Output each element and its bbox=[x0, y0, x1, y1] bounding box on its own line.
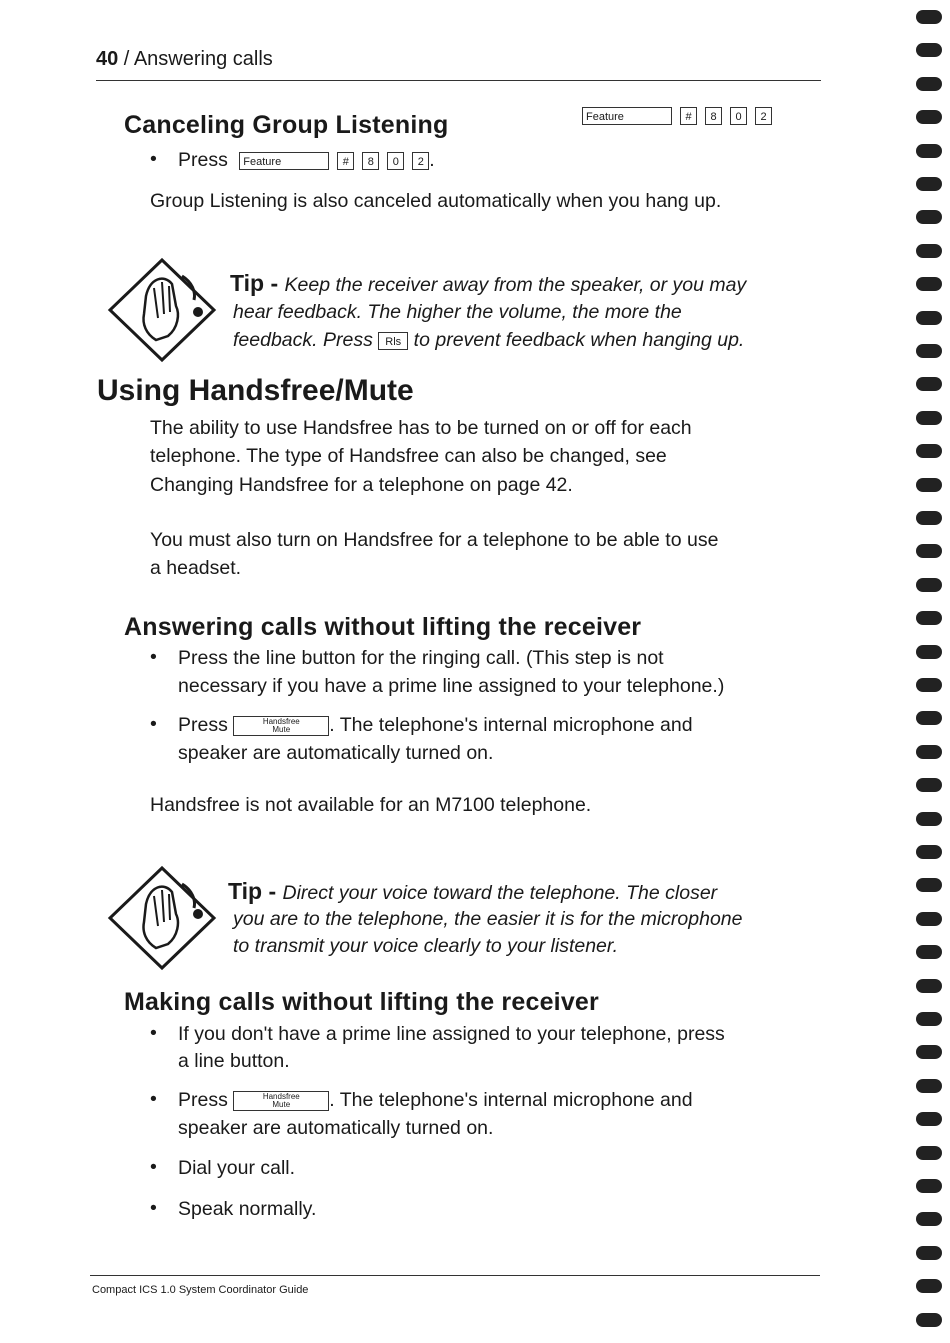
bullet: • bbox=[150, 148, 157, 170]
binding-ring bbox=[916, 878, 942, 892]
binding-ring bbox=[916, 678, 942, 692]
bullet: • bbox=[150, 1022, 157, 1044]
binding-ring bbox=[916, 711, 942, 725]
making-b2-after: . The telephone's internal microphone and bbox=[329, 1089, 693, 1111]
handsfree-para2-l1: You must also turn on Handsfree for a telephone to be able to use bbox=[150, 529, 719, 551]
handsfree-key-top: Handsfree bbox=[262, 1091, 300, 1101]
bullet: • bbox=[150, 1088, 157, 1110]
handsfree-key-bottom: Mute bbox=[272, 724, 291, 734]
making-b4: Speak normally. bbox=[178, 1198, 317, 1220]
binding-ring bbox=[916, 144, 942, 158]
binding-ring bbox=[916, 1045, 942, 1059]
press-label: Press bbox=[178, 149, 228, 171]
footer-text: Compact ICS 1.0 System Coordinator Guide bbox=[92, 1284, 309, 1296]
section-title-handsfree: Using Handsfree/Mute bbox=[97, 374, 414, 407]
binding-ring bbox=[916, 645, 942, 659]
binding-ring bbox=[916, 979, 942, 993]
handsfree-para1-l1: The ability to use Handsfree has to be turned on or off for each bbox=[150, 417, 692, 439]
binding-ring bbox=[916, 1246, 942, 1260]
press-label: Press bbox=[178, 1089, 228, 1111]
binding-ring bbox=[916, 377, 942, 391]
press-label: Press bbox=[178, 714, 228, 736]
key-feature: Feature bbox=[239, 152, 329, 170]
cancel-press-line bbox=[178, 146, 435, 174]
key-rls: Rls bbox=[378, 332, 408, 350]
binding-ring bbox=[916, 1112, 942, 1126]
binding-ring bbox=[916, 1212, 942, 1226]
binding-ring bbox=[916, 544, 942, 558]
binding-ring bbox=[916, 945, 942, 959]
binding-ring bbox=[916, 845, 942, 859]
section-title-making: Making calls without lifting the receiver bbox=[124, 988, 599, 1016]
binding-ring bbox=[916, 611, 942, 625]
key-8: 8 bbox=[362, 152, 379, 170]
header-rule bbox=[96, 80, 821, 81]
section-title-answering: Answering calls without lifting the receiver bbox=[124, 613, 642, 641]
handsfree-mute-key bbox=[233, 1091, 329, 1111]
binding-ring bbox=[916, 10, 942, 24]
answering-note: Handsfree is not available for an M7100 telephone. bbox=[150, 794, 592, 816]
answering-b2-after: . The telephone's internal microphone and bbox=[329, 714, 693, 736]
tip-2-line2: you are to the telephone, the easier it is for the microphone bbox=[233, 908, 743, 930]
binding-ring bbox=[916, 244, 942, 258]
tip-2-line1: Direct your voice toward the telephone. The closer bbox=[282, 882, 718, 904]
tip-1-line3-start: feedback. Press bbox=[233, 329, 373, 351]
hand-tip-icon bbox=[106, 864, 218, 972]
key-feature: Feature bbox=[582, 107, 672, 125]
tip-1-line3 bbox=[233, 326, 744, 354]
key-2: 2 bbox=[755, 107, 772, 125]
header-section: / Answering calls bbox=[118, 48, 273, 70]
handsfree-para2-l2: a headset. bbox=[150, 557, 242, 579]
handsfree-mute-key bbox=[233, 716, 329, 736]
binding-ring bbox=[916, 311, 942, 325]
page-number: 40 bbox=[96, 48, 119, 70]
tip-2 bbox=[228, 877, 717, 907]
handsfree-para1-l2: telephone. The type of Handsfree can also be changed, see bbox=[150, 445, 667, 467]
handsfree-para1-l3: Changing Handsfree for a telephone on page 42. bbox=[150, 474, 573, 496]
tip-2-line3: to transmit your voice clearly to your listener. bbox=[233, 935, 619, 957]
tip-1-line1: Keep the receiver away from the speaker, or you may bbox=[284, 274, 747, 296]
tip-title: Tip - bbox=[230, 270, 285, 296]
spiral-binding bbox=[910, 0, 950, 1343]
binding-ring bbox=[916, 1179, 942, 1193]
handsfree-key-bottom: Mute bbox=[272, 1099, 291, 1109]
tip-1-line3-end: to prevent feedback when hanging up. bbox=[413, 329, 745, 351]
bullet: • bbox=[150, 1156, 157, 1178]
binding-ring bbox=[916, 912, 942, 926]
binding-ring bbox=[916, 77, 942, 91]
key-0: 0 bbox=[730, 107, 747, 125]
answering-b1-l2: necessary if you have a prime line assigned to your telephone.) bbox=[178, 675, 725, 697]
tip-1-line2: hear feedback. The higher the volume, the more the bbox=[233, 301, 682, 323]
answering-b2-l1 bbox=[178, 711, 693, 739]
key-2: 2 bbox=[412, 152, 429, 170]
making-b2-l2: speaker are automatically turned on. bbox=[178, 1117, 494, 1139]
binding-ring bbox=[916, 43, 942, 57]
key-sequence-header bbox=[582, 107, 772, 125]
key-hash: # bbox=[680, 107, 697, 125]
bullet: • bbox=[150, 713, 157, 735]
bullet: • bbox=[150, 1197, 157, 1219]
key-8: 8 bbox=[705, 107, 722, 125]
binding-ring bbox=[916, 177, 942, 191]
binding-ring bbox=[916, 578, 942, 592]
making-b3: Dial your call. bbox=[178, 1157, 296, 1179]
handsfree-key-top: Handsfree bbox=[262, 716, 300, 726]
binding-ring bbox=[916, 745, 942, 759]
binding-ring bbox=[916, 210, 942, 224]
tip-1 bbox=[230, 269, 746, 299]
binding-ring bbox=[916, 1279, 942, 1293]
footer-rule bbox=[90, 1275, 820, 1276]
binding-ring bbox=[916, 1079, 942, 1093]
binding-ring bbox=[916, 778, 942, 792]
period: . bbox=[429, 149, 435, 171]
binding-ring bbox=[916, 411, 942, 425]
making-b2-l1 bbox=[178, 1086, 693, 1114]
hand-tip-icon bbox=[106, 256, 218, 364]
binding-ring bbox=[916, 444, 942, 458]
key-hash: # bbox=[337, 152, 354, 170]
making-b1-l2: a line button. bbox=[178, 1050, 290, 1072]
binding-ring bbox=[916, 478, 942, 492]
binding-ring bbox=[916, 110, 942, 124]
binding-ring bbox=[916, 511, 942, 525]
section-title-canceling: Canceling Group Listening bbox=[124, 111, 449, 139]
binding-ring bbox=[916, 1012, 942, 1026]
binding-ring bbox=[916, 344, 942, 358]
binding-ring bbox=[916, 1146, 942, 1160]
binding-ring bbox=[916, 277, 942, 291]
bullet: • bbox=[150, 646, 157, 668]
cancel-note: Group Listening is also canceled automatically when you hang up. bbox=[150, 190, 722, 212]
page-header bbox=[96, 48, 273, 71]
making-b1-l1: If you don't have a prime line assigned to your telephone, press bbox=[178, 1023, 725, 1045]
tip-title: Tip - bbox=[228, 878, 283, 904]
answering-b2-l2: speaker are automatically turned on. bbox=[178, 742, 494, 764]
binding-ring bbox=[916, 812, 942, 826]
key-0: 0 bbox=[387, 152, 404, 170]
answering-b1-l1: Press the line button for the ringing call. (This step is not bbox=[178, 647, 664, 669]
binding-ring bbox=[916, 1313, 942, 1327]
